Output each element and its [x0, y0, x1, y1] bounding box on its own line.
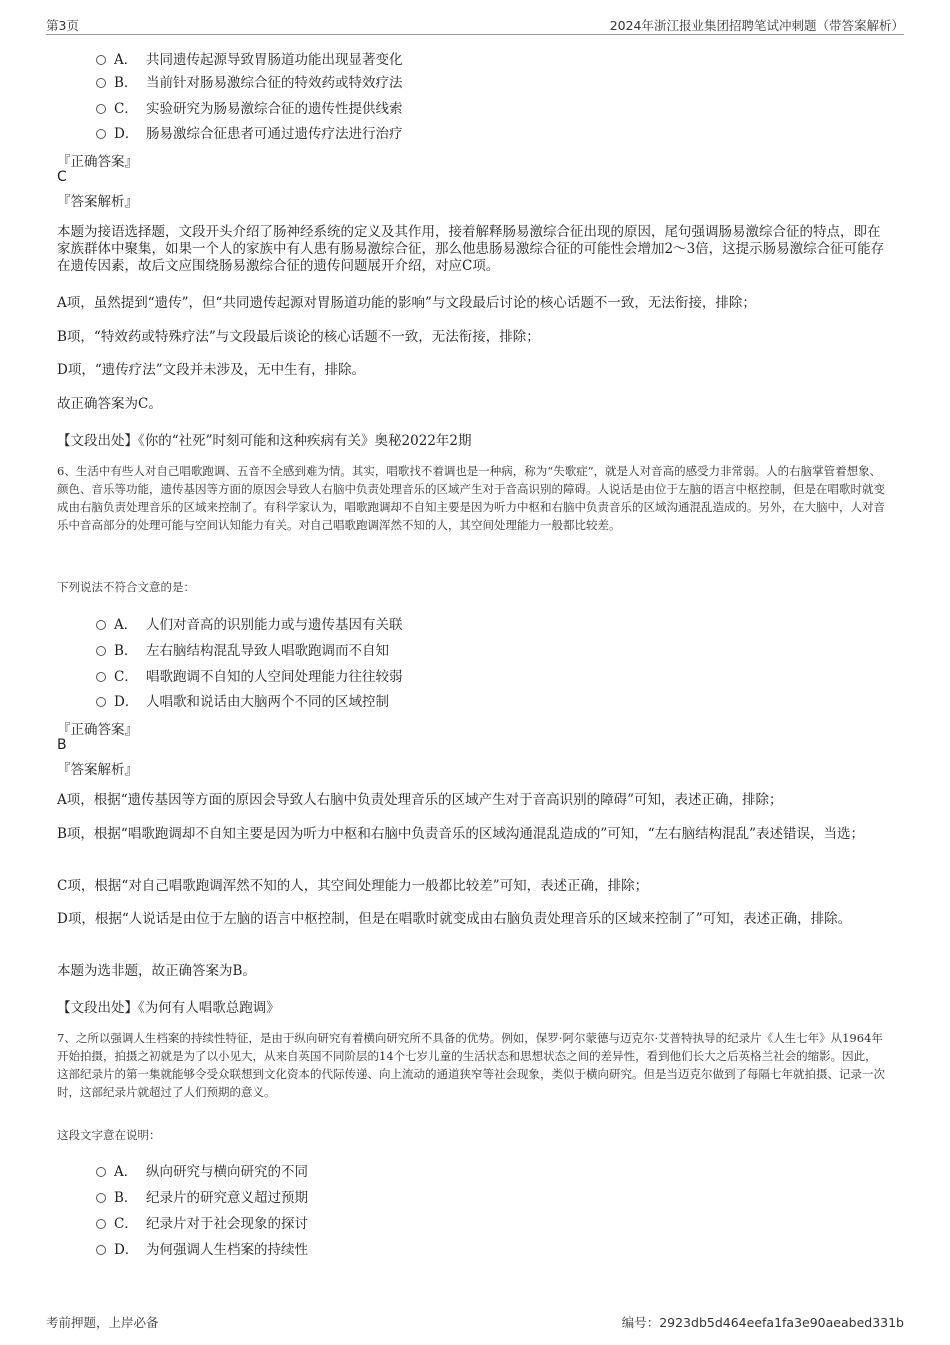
- q5-conclusion: 故正确答案为C。: [57, 396, 162, 412]
- q6-option-a[interactable]: A． 人们对音高的识别能力或与遗传基因有关联: [96, 613, 403, 633]
- footer-slogan: 考前押题，上岸必备: [46, 1315, 159, 1330]
- q5-analysis-b: B项，“特效药或特殊疗法”与文段最后谈论的核心话题不一致，无法衔接，排除；: [57, 329, 540, 345]
- q6-analysis-c: C项，根据“对自己唱歌跑调浑然不知的人，其空间处理能力一般都比较差”可知，表述正确，排除；: [57, 878, 649, 894]
- radio-icon[interactable]: [96, 672, 106, 682]
- page-number: 第3页: [46, 18, 79, 33]
- q5-analysis-tag: 『答案解析』: [57, 194, 138, 210]
- radio-icon[interactable]: [96, 78, 106, 88]
- q6-answer-tag: 『正确答案』: [57, 722, 138, 738]
- q7-option-c[interactable]: C． 纪录片对于社会现象的探讨: [96, 1212, 308, 1232]
- q6-analysis-a: A项，根据“遗传基因等方面的原因会导致人右脑中负责处理音乐的区域产生对于音高识别的障碍”可知，表述正确，排除；: [57, 792, 783, 808]
- q5-analysis-intro: 本题为接语选择题，文段开头介绍了肠神经系统的定义及其作用，接着解释肠易激综合征出现的原因，尾句强调肠易激综合征的特点，即在家族群体中聚集，如果一个人的家族中有人患有肠易激综合征，那么他患肠易激综合征的可能性会增加2～3倍，这提示肠易激综合征可能存在遗传因素，故后文应围绕肠易激综合征的遗传问题展开介绍，对应C项。: [57, 224, 885, 274]
- q6-analysis-b: B项，根据“唱歌跑调却不自知主要是因为听力中枢和右脑中负责音乐的区域沟通混乱造成的”可知，“左右脑结构混乱”表述错误，当选；: [57, 826, 865, 842]
- q5-option-d[interactable]: D． 肠易激综合征患者可通过遗传疗法进行治疗: [96, 122, 403, 142]
- q6-option-d[interactable]: D． 人唱歌和说话由大脑两个不同的区域控制: [96, 690, 389, 710]
- q6-source: 【文段出处】《为何有人唱歌总跑调》: [57, 1000, 280, 1016]
- q5-option-b[interactable]: B． 当前针对肠易激综合征的特效药或特效疗法: [96, 71, 403, 91]
- document-id: 编号：2923db5d464eefa1fa3e90aeabed331b: [621, 1315, 904, 1330]
- radio-icon[interactable]: [96, 1193, 106, 1203]
- page-header: [46, 14, 904, 35]
- q6-analysis-tag: 『答案解析』: [57, 762, 138, 778]
- q7-option-b[interactable]: B． 纪录片的研究意义超过预期: [96, 1186, 308, 1206]
- q6-stem: 6、生活中有些人对自己唱歌跑调、五音不全感到难为情。其实，唱歌找不着调也是一种病，称为“失歌症”，就是人对音高的感受力非常弱。人的右脑掌管着想象、颜色、音乐等功能，遗传基因等方面的原因会导致人右脑中负责处理音乐的区域产生对于音高识别的障碍。人说话是由位于左脑的语言中枢控制，但是在唱歌时就变成由右脑负责处理音乐的区域来控制了。有科学家认为，唱歌跑调却不自知主要是因为听力中枢和右脑中负责音乐的区域沟通混乱造成的。另外，在大脑中，人对音乐中音高部分的处理可能与空间认知能力有关。对自己唱歌跑调浑然不知的人，其空间处理能力一般都比较差。: [57, 464, 885, 532]
- radio-icon[interactable]: [96, 129, 106, 139]
- radio-icon[interactable]: [96, 620, 106, 630]
- radio-icon[interactable]: [96, 646, 106, 656]
- radio-icon[interactable]: [96, 1245, 106, 1255]
- radio-icon[interactable]: [96, 55, 106, 65]
- q5-option-c[interactable]: C． 实验研究为肠易激综合征的遗传性提供线索: [96, 97, 403, 117]
- q6-analysis-d: D项，根据“人说话是由位于左脑的语言中枢控制，但是在唱歌时就变成由右脑负责处理音乐的区域来控制了”可知，表述正确，排除。: [57, 911, 852, 927]
- q7-option-a[interactable]: A． 纵向研究与横向研究的不同: [96, 1160, 308, 1180]
- q6-conclusion: 本题为选非题，故正确答案为B。: [57, 963, 256, 979]
- radio-icon[interactable]: [96, 697, 106, 707]
- q7-stem: 7、之所以强调人生档案的持续性特征，是由于纵向研究有着横向研究所不具备的优势。例如，保罗·阿尔蒙德与迈克尔·艾普特执导的纪录片《人生七年》从1964年开始拍摄，拍摄之初就是为了以小见大，从来自英国不同阶层的14个七岁儿童的生活状态和思想状态之间的差异性，看到他们长大之后英格兰社会的缩影。因此，这部纪录片的第一集就能够令受众联想到文化资本的代际传递、向上流动的通道狭窄等社会现象，类似于横向研究。但是当迈克尔做到了每隔七年就拍摄、记录一次时，这部纪录片就超过了人们预期的意义。: [57, 1031, 885, 1099]
- page-footer: [46, 1313, 904, 1331]
- q6-question: 下列说法不符合文意的是：: [57, 580, 195, 594]
- q6-option-b[interactable]: B． 左右脑结构混乱导致人唱歌跑调而不自知: [96, 639, 389, 659]
- q5-answer: C: [57, 169, 67, 185]
- radio-icon[interactable]: [96, 1219, 106, 1229]
- q6-option-c[interactable]: C． 唱歌跑调不自知的人空间处理能力往往较弱: [96, 665, 403, 685]
- q7-option-d[interactable]: D． 为何强调人生档案的持续性: [96, 1238, 308, 1258]
- q5-source: 【文段出处】《你的“社死”时刻可能和这种疾病有关》奥秘2022年2期: [57, 433, 472, 449]
- q6-answer: B: [57, 737, 67, 753]
- q7-question: 这段文字意在说明：: [57, 1128, 161, 1142]
- q5-option-a[interactable]: A． 共同遗传起源导致胃肠道功能出现显著变化: [96, 48, 403, 68]
- radio-icon[interactable]: [96, 104, 106, 114]
- q5-analysis-d: D项，“遗传疗法”文段并未涉及，无中生有，排除。: [57, 362, 366, 378]
- q5-answer-tag: 『正确答案』: [57, 154, 138, 170]
- document-title: 2024年浙江报业集团招聘笔试冲刺题（带答案解析）: [609, 18, 904, 33]
- q5-analysis-a: A项，虽然提到“遗传”，但“共同遗传起源对胃肠道功能的影响”与文段最后讨论的核心话题不一致，无法衔接，排除；: [57, 295, 756, 311]
- radio-icon[interactable]: [96, 1167, 106, 1177]
